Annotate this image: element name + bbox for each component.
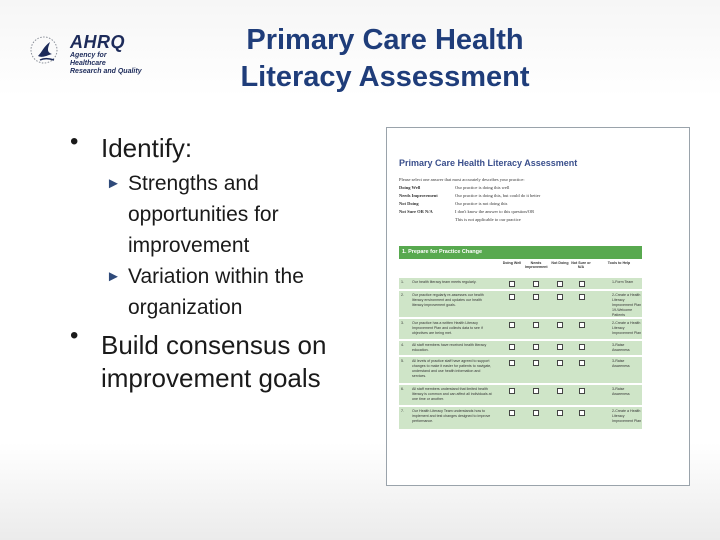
table-row: 3. Our practice has a written Health Literacy Improvement Plan and collects data to see if objectives are being met. 2-Create a Health Literacy Improvement Plan [399, 319, 642, 339]
sub-bullet-strengths: Strengths and opportunities for improvement [128, 172, 279, 257]
ahrq-tagline: Agency for Healthcare Research and Quality [70, 52, 142, 75]
legend-row: Needs Improvement Our practice is doing this, but could do it better [399, 193, 541, 198]
checkbox [579, 294, 585, 300]
arrow-icon: ► [106, 268, 121, 285]
column-header: Not Sure or N/A [571, 261, 591, 270]
document-legend [399, 176, 599, 224]
assessment-table [399, 278, 642, 431]
checkbox [509, 322, 515, 328]
column-header: Tools to Help [607, 261, 631, 265]
checkbox [533, 281, 539, 287]
checkbox [533, 294, 539, 300]
checkbox [579, 322, 585, 328]
checkbox [533, 322, 539, 328]
bullet-dot: • [70, 322, 79, 349]
checkbox [557, 322, 563, 328]
column-header: Not Doing [551, 261, 569, 265]
assessment-document-image [386, 127, 690, 486]
table-row: 2. Our practice regularly re-assesses our health literacy environment and updates our health literacy improvement goals. 2-Create a Health Literacy Improvement Plan 19-Welcome Patients [401, 293, 642, 317]
legend-row: This is not applicable to our practice [455, 217, 521, 222]
bullet-dot: • [70, 128, 79, 155]
checkbox [579, 388, 585, 394]
checkbox [509, 388, 515, 394]
column-header: Needs Improvement [525, 261, 548, 270]
table-row: 6. All staff members understand that limited health literacy is common and can affect all individuals at one time or another. 3-Raise Awareness [399, 385, 642, 405]
arrow-icon: ► [106, 175, 121, 192]
ahrq-logo [30, 30, 142, 74]
checkbox [579, 360, 585, 366]
checkbox [579, 344, 585, 350]
checkbox [509, 281, 515, 287]
hhs-eagle-icon [30, 30, 62, 70]
checkbox [557, 344, 563, 350]
table-row: 5. All levels of practice staff have agreed to support changes to make it easier for patients to navigate, understand and use health information and services. 3-Raise Awareness [399, 357, 642, 383]
legend-row: Not Sure OR N/A I don't know the answer to this question/OR [399, 209, 535, 214]
checkbox [509, 294, 515, 300]
table-row: 4. All staff members have received health literacy education. 3-Raise Awareness [399, 341, 642, 355]
document-instruction: Please select one answer that most accurately describes your practice: [399, 177, 525, 182]
checkbox [579, 410, 585, 416]
slide-title: Primary Care Health Literacy Assessment [240, 24, 530, 93]
checkbox [533, 388, 539, 394]
sub-bullet-variation: Variation within the organization [128, 265, 304, 319]
section-header: 1. Prepare for Practice Change [399, 246, 642, 259]
checkbox [557, 410, 563, 416]
checkbox [509, 344, 515, 350]
bullet-consensus: Build consensus on improvement goals [101, 330, 327, 393]
checkbox [557, 294, 563, 300]
table-row: 1. Our health literacy team meets regularly. 1-Form Team [399, 278, 642, 289]
legend-row: Not Doing Our practice is not doing this [399, 201, 508, 206]
checkbox [579, 281, 585, 287]
checkbox [533, 344, 539, 350]
document-title: Primary Care Health Literacy Assessment [399, 158, 578, 168]
legend-row: Doing Well Our practice is doing this well [399, 185, 510, 190]
table-row: 7. Our Health Literacy Team understands how to implement and test changes designed to improve performance. 2-Create a Health Literacy Improvement Plan [399, 407, 642, 429]
bullet-identify: Identify: [101, 133, 193, 163]
checkbox [509, 360, 515, 366]
checkbox [533, 410, 539, 416]
checkbox [557, 388, 563, 394]
checkbox [557, 360, 563, 366]
column-header: Doing Well [502, 261, 522, 265]
checkbox [533, 360, 539, 366]
checkbox [557, 281, 563, 287]
checkbox [509, 410, 515, 416]
ahrq-wordmark: AHRQ [70, 32, 125, 52]
